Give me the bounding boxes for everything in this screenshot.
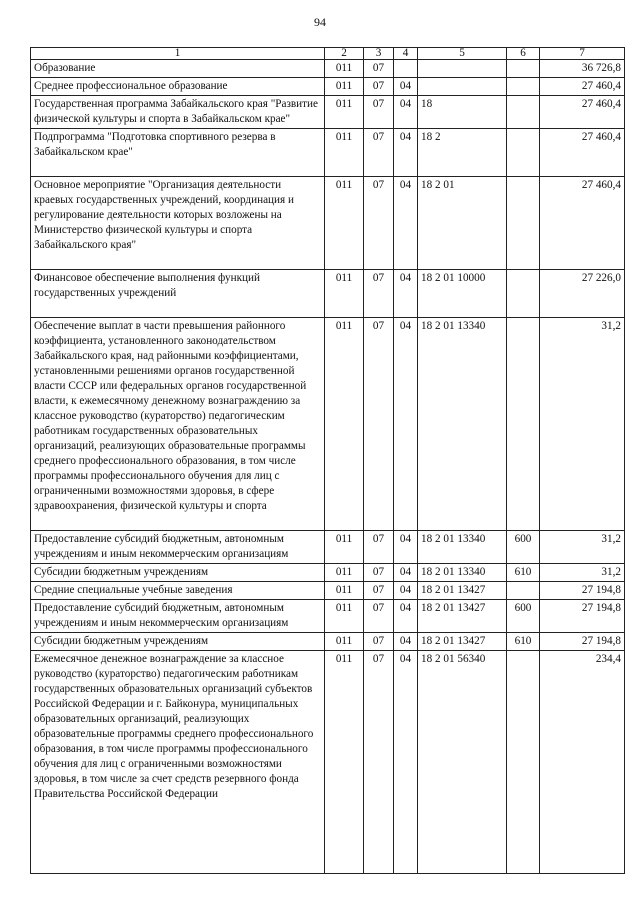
row-target-cell: 18 2 01 10000: [418, 270, 507, 318]
row-name-cell: Предоставление субсидий бюджетным, автономным учреждениям и иным некоммерческим организациям: [31, 531, 325, 564]
row-amount-cell: 31,2: [540, 531, 625, 564]
row-target-cell: 18 2 01 13427: [418, 600, 507, 633]
row-code-cell: 011: [325, 633, 364, 651]
table-row: [31, 531, 625, 564]
row-target-cell: 18 2 01 13340: [418, 318, 507, 531]
row-expense-type-cell: [507, 651, 540, 874]
row-amount-cell: 27 226,0: [540, 270, 625, 318]
row-subsection-cell: [394, 60, 418, 78]
header-cell: 5: [418, 48, 507, 60]
row-name-cell: Среднее профессиональное образование: [31, 78, 325, 96]
row-subsection-cell: 04: [394, 531, 418, 564]
row-target-cell: 18 2 01 13340: [418, 531, 507, 564]
row-amount-cell: 31,2: [540, 564, 625, 582]
row-subsection-cell: 04: [394, 96, 418, 129]
row-subsection-cell: 04: [394, 564, 418, 582]
table-row: [31, 633, 625, 651]
row-expense-type-cell: [507, 60, 540, 78]
row-section-cell: 07: [364, 177, 394, 270]
row-section-cell: 07: [364, 633, 394, 651]
row-expense-type-cell: [507, 270, 540, 318]
row-target-cell: [418, 78, 507, 96]
row-code-cell: 011: [325, 600, 364, 633]
header-cell: 3: [364, 48, 394, 60]
row-expense-type-cell: 610: [507, 564, 540, 582]
row-amount-cell: 27 194,8: [540, 633, 625, 651]
row-section-cell: 07: [364, 129, 394, 177]
row-name-cell: Обеспечение выплат в части превышения районного коэффициента, установленного законодательством Забайкальского края, над районными коэффициентами, установленными решениями органов государственной власти СССР или федеральных органов государственной власти, к ежемесячному денежному вознаграждению за классное руководство (кураторство) педагогическим работникам государственных образовательных организаций, реализующих образовательные программы среднего профессионального образования, в том числе программы профессионального обучения для лиц с ограниченными возможностями здоровья, в сфере здравоохранения, физической культуры и спорта: [31, 318, 325, 531]
row-name-cell: Субсидии бюджетным учреждениям: [31, 564, 325, 582]
row-code-cell: 011: [325, 531, 364, 564]
row-target-cell: 18 2: [418, 129, 507, 177]
row-expense-type-cell: [507, 96, 540, 129]
row-amount-cell: 27 460,4: [540, 78, 625, 96]
table-row: [31, 60, 625, 78]
row-code-cell: 011: [325, 129, 364, 177]
row-subsection-cell: 04: [394, 318, 418, 531]
row-amount-cell: 31,2: [540, 318, 625, 531]
header-cell: 1: [31, 48, 325, 60]
row-expense-type-cell: 610: [507, 633, 540, 651]
row-name-cell: Образование: [31, 60, 325, 78]
row-amount-cell: 27 460,4: [540, 129, 625, 177]
row-section-cell: 07: [364, 270, 394, 318]
row-expense-type-cell: [507, 177, 540, 270]
page-number: 94: [314, 15, 326, 29]
row-section-cell: 07: [364, 60, 394, 78]
row-expense-type-cell: 600: [507, 600, 540, 633]
row-expense-type-cell: [507, 78, 540, 96]
row-amount-cell: 27 460,4: [540, 96, 625, 129]
row-code-cell: 011: [325, 270, 364, 318]
row-target-cell: 18 2 01 13427: [418, 633, 507, 651]
table-row: [31, 600, 625, 633]
header-row: [31, 48, 625, 60]
row-amount-cell: 234,4: [540, 651, 625, 874]
row-section-cell: 07: [364, 531, 394, 564]
table-row: [31, 651, 625, 874]
row-expense-type-cell: [507, 582, 540, 600]
row-expense-type-cell: 600: [507, 531, 540, 564]
row-section-cell: 07: [364, 651, 394, 874]
row-subsection-cell: 04: [394, 651, 418, 874]
row-section-cell: 07: [364, 600, 394, 633]
row-code-cell: 011: [325, 318, 364, 531]
row-subsection-cell: 04: [394, 177, 418, 270]
row-name-cell: Финансовое обеспечение выполнения функций государственных учреждений: [31, 270, 325, 318]
row-target-cell: 18 2 01: [418, 177, 507, 270]
table-body: [31, 48, 625, 874]
row-subsection-cell: 04: [394, 582, 418, 600]
row-name-cell: Предоставление субсидий бюджетным, автономным учреждениям и иным некоммерческим организациям: [31, 600, 325, 633]
row-code-cell: 011: [325, 177, 364, 270]
row-subsection-cell: 04: [394, 633, 418, 651]
row-code-cell: 011: [325, 60, 364, 78]
table-row: [31, 564, 625, 582]
row-target-cell: [418, 60, 507, 78]
row-name-cell: Государственная программа Забайкальского края "Развитие физической культуры и спорта в Забайкальском крае": [31, 96, 325, 129]
row-code-cell: 011: [325, 96, 364, 129]
row-subsection-cell: 04: [394, 129, 418, 177]
row-amount-cell: 36 726,8: [540, 60, 625, 78]
row-amount-cell: 27 194,8: [540, 582, 625, 600]
row-section-cell: 07: [364, 78, 394, 96]
table-row: [31, 78, 625, 96]
row-subsection-cell: 04: [394, 270, 418, 318]
row-target-cell: 18 2 01 56340: [418, 651, 507, 874]
row-code-cell: 011: [325, 582, 364, 600]
row-name-cell: Подпрограмма "Подготовка спортивного резерва в Забайкальском крае": [31, 129, 325, 177]
row-target-cell: 18 2 01 13340: [418, 564, 507, 582]
table-row: [31, 318, 625, 531]
table-row: [31, 129, 625, 177]
row-target-cell: 18: [418, 96, 507, 129]
row-subsection-cell: 04: [394, 600, 418, 633]
row-name-cell: Основное мероприятие "Организация деятельности краевых государственных учреждений, координация и регулирование деятельности которых возложены на Министерство физической культуры и спорта Забайкальского края": [31, 177, 325, 270]
row-code-cell: 011: [325, 78, 364, 96]
row-name-cell: Субсидии бюджетным учреждениям: [31, 633, 325, 651]
row-amount-cell: 27 194,8: [540, 600, 625, 633]
row-section-cell: 07: [364, 564, 394, 582]
table-row: [31, 177, 625, 270]
header-cell: 2: [325, 48, 364, 60]
table-row: [31, 270, 625, 318]
header-cell: 7: [540, 48, 625, 60]
row-code-cell: 011: [325, 564, 364, 582]
row-expense-type-cell: [507, 318, 540, 531]
row-code-cell: 011: [325, 651, 364, 874]
budget-table: [30, 47, 625, 874]
row-amount-cell: 27 460,4: [540, 177, 625, 270]
table-row: [31, 96, 625, 129]
table-row: [31, 582, 625, 600]
row-section-cell: 07: [364, 582, 394, 600]
row-subsection-cell: 04: [394, 78, 418, 96]
header-cell: 4: [394, 48, 418, 60]
row-section-cell: 07: [364, 96, 394, 129]
row-name-cell: Ежемесячное денежное вознаграждение за классное руководство (кураторство) педагогическим работникам государственных образовательных организаций субъектов Российской Федерации и г. Байконура, муниципальных образовательных организаций, реализующих образовательные программы среднего профессионального образования, в том числе программы профессионального обучения для лиц с ограниченными возможностями здоровья, в том числе за счет средств резервного фонда Правительства Российской Федерации: [31, 651, 325, 874]
row-section-cell: 07: [364, 318, 394, 531]
header-cell: 6: [507, 48, 540, 60]
row-target-cell: 18 2 01 13427: [418, 582, 507, 600]
row-expense-type-cell: [507, 129, 540, 177]
row-name-cell: Средние специальные учебные заведения: [31, 582, 325, 600]
